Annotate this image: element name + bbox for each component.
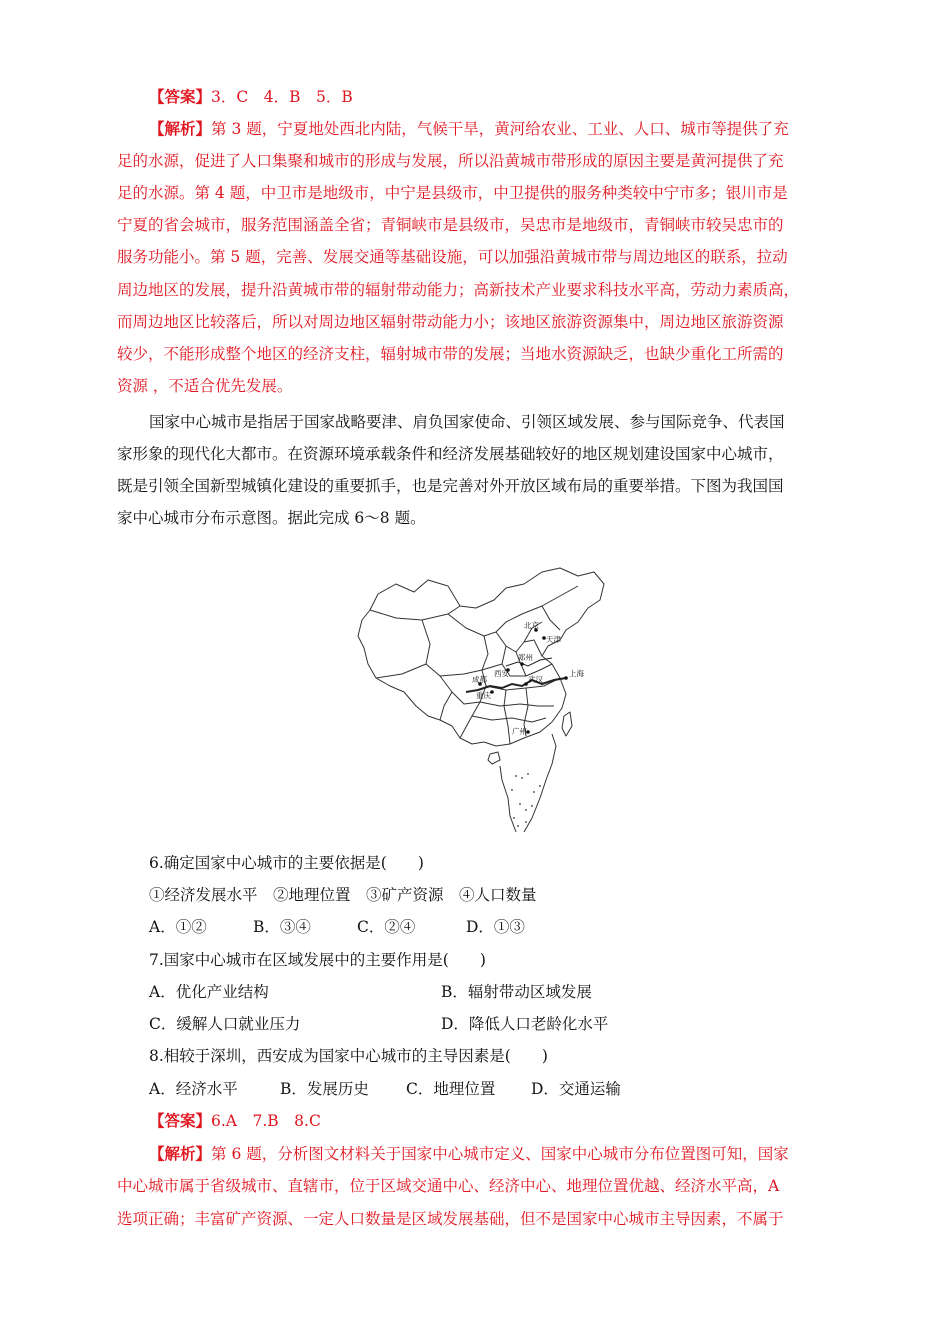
question-8-option-d: D．交通运输 xyxy=(531,1080,621,1098)
shanghai-label: 上海 xyxy=(569,669,584,678)
analysis-line: 宁夏的省会城市，服务范围涵盖全省；青铜峡市是县级市，吴忠市是地级市，青铜峡市较吴忠市的 xyxy=(117,216,784,234)
xian-label: 西安 xyxy=(494,669,509,678)
analysis-text: 第 6 题，分析图文材料关于国家中心城市定义、国家中心城市分布位置图可知，国家 xyxy=(211,1145,789,1163)
hainan-outline xyxy=(488,752,500,764)
intro-line: 家中心城市分布示意图。据此完成 6～8 题。 xyxy=(117,509,426,527)
analysis-line: 足的水源，促进了人口集聚和城市的形成与发展，所以沿黄城市带形成的原因主要是黄河提供了充 xyxy=(117,152,784,170)
beijing-label: 北京 xyxy=(524,621,539,630)
shanghai-marker xyxy=(564,676,568,680)
answer-text: 3．C 4．B 5．B xyxy=(211,88,353,106)
answer-line-1 xyxy=(149,86,353,108)
question-8-option-a: A．经济水平 xyxy=(149,1080,238,1098)
analysis-line: 选项正确；丰富矿产资源、一定人口数量是区域发展基础，但不是国家中心城市主导因素，不属于 xyxy=(117,1210,784,1228)
question-7-stem: 7.国家中心城市在区域发展中的主要作用是( ) xyxy=(149,951,486,969)
question-8-stem: 8.相较于深圳，西安成为国家中心城市的主导因素是( ) xyxy=(149,1047,548,1065)
question-7-option-d: D．降低人口老龄化水平 xyxy=(441,1015,609,1033)
question-8-option-c: C．地理位置 xyxy=(406,1080,496,1098)
analysis-line: 而周边地区比较落后，所以对周边地区辐射带动能力小；该地区旅游资源集中，周边地区旅游资源 xyxy=(117,313,784,331)
analysis-line: 中心城市属于省级城市、直辖市，位于区域交通中心、经济中心、地理位置优越、经济水平高，A xyxy=(117,1177,780,1195)
tianjin-label: 天津 xyxy=(546,635,561,644)
china-central-cities-map xyxy=(356,566,612,836)
guangzhou-label: 广州 xyxy=(512,727,527,736)
chongqing-label: 重庆 xyxy=(476,691,491,700)
question-6-option-d: D．①③ xyxy=(466,918,525,936)
intro-line: 国家中心城市是指居于国家战略要津、肩负国家使命、引领区域发展、参与国际竞争、代表国 xyxy=(149,413,785,431)
question-8-option-b: B．发展历史 xyxy=(280,1080,369,1098)
answer-tag: 【答案】 xyxy=(149,87,212,106)
analysis-tag: 【解析】 xyxy=(149,1144,212,1163)
analysis-line: 足的水源。第 4 题，中卫市是地级市，中宁是县级市，中卫提供的服务种类较中宁市多；银川市是 xyxy=(117,184,788,202)
question-6-option-a: A．①② xyxy=(149,918,207,936)
analysis-line xyxy=(149,118,789,140)
analysis-line: 较少，不能形成整个地区的经济支柱，辐射城市带的发展；当地水资源缺乏，也缺少重化工所需的 xyxy=(117,345,784,363)
zhengzhou-label: 郑州 xyxy=(518,653,533,662)
question-6-option-b: B．③④ xyxy=(253,918,311,936)
question-7-option-a: A．优化产业结构 xyxy=(149,983,269,1001)
analysis-tag: 【解析】 xyxy=(149,119,212,138)
question-6-stem: 6.确定国家中心城市的主要依据是( ) xyxy=(149,854,424,872)
intro-line: 家形象的现代化大都市。在资源环境承载条件和经济发展基础较好的地区规划建设国家中心城市， xyxy=(117,445,784,463)
analysis-line xyxy=(149,1143,789,1165)
question-7-option-b: B．辐射带动区域发展 xyxy=(441,983,592,1001)
south-china-sea-line xyxy=(500,734,556,832)
taiwan-outline xyxy=(562,712,572,736)
question-7-option-c: C．缓解人口就业压力 xyxy=(149,1015,301,1033)
zhengzhou-marker xyxy=(520,662,524,666)
wuhan-label: 武汉 xyxy=(528,675,543,684)
answer-line-2 xyxy=(149,1110,321,1132)
question-6-items: ①经济发展水平 ②地理位置 ③矿产资源 ④人口数量 xyxy=(149,886,537,904)
analysis-line: 周边地区的发展，提升沿黄城市带的辐射带动能力；高新技术产业要求科技水平高，劳动力素质高， xyxy=(117,281,800,299)
answer-text: 6.A 7.B 8.C xyxy=(211,1112,321,1130)
analysis-line: 资源 ，不适合优先发展。 xyxy=(117,377,293,395)
analysis-text: 第 3 题，宁夏地处西北内陆，气候干旱，黄河给农业、工业、人口、城市等提供了充 xyxy=(211,120,789,138)
intro-line: 既是引领全国新型城镇化建设的重要抓手，也是完善对外开放区域布局的重要举措。下图为我国国 xyxy=(117,477,784,495)
question-6-option-c: C．②④ xyxy=(357,918,416,936)
chengdu-label: 成都 xyxy=(472,675,487,684)
china-outline xyxy=(358,568,604,746)
answer-tag: 【答案】 xyxy=(149,1111,212,1130)
analysis-line: 服务功能小。第 5 题，完善、发展交通等基础设施，可以加强沿黄城市带与周边地区的联系，拉动 xyxy=(117,248,788,266)
